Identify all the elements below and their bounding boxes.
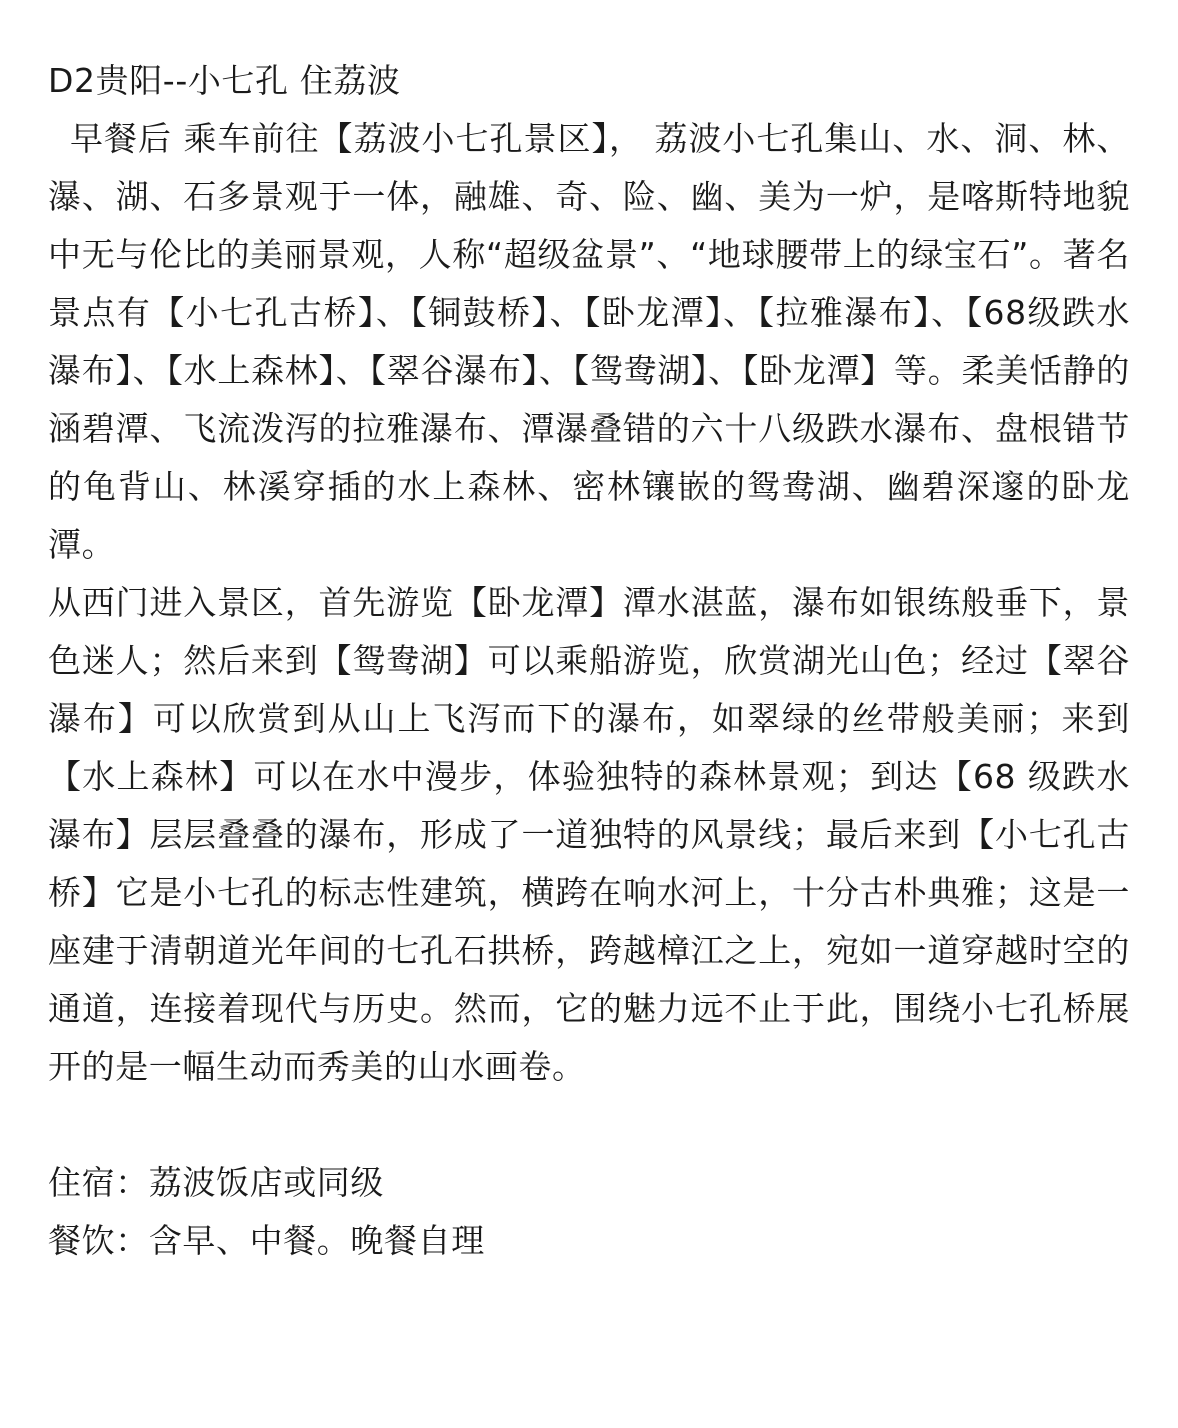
lodging-info: 住宿：荔波饭店或同级 bbox=[48, 1163, 384, 1202]
blank-line bbox=[48, 1096, 1130, 1154]
scenic-intro-paragraph: 早餐后 乘车前往【荔波小七孔景区】， 荔波小七孔集山、水、洞、林、瀑、湖、石多景观于一体，融雄、奇、险、幽、美为一炉，是喀斯特地貌中无与伦比的美丽景观，人称“超级盆景”、“地球腰带上的绿宝石”。著名景点有【小七孔古桥】、【铜鼓桥】、【卧龙潭】、【拉雅瀑布】、【68级跌水瀑布】、【水上森林】、【翠谷瀑布】、【鸳鸯湖】、【卧龙潭】等。柔美恬静的涵碧潭、飞流泼泻的拉雅瀑布、潭瀑叠错的六十八级跌水瀑布、盘根错节的龟背山、林溪穿插的水上森林、密林镶嵌的鸳鸯湖、幽碧深邃的卧龙潭。 bbox=[48, 119, 1130, 564]
itinerary-document bbox=[48, 52, 1130, 1270]
day-title: D2贵阳--小七孔 住荔波 bbox=[48, 61, 401, 100]
meals-info: 餐饮：含早、中餐。晚餐自理 bbox=[48, 1221, 485, 1260]
tour-route-paragraph: 从西门进入景区，首先游览【卧龙潭】潭水湛蓝，瀑布如银练般垂下，景色迷人；然后来到【鸳鸯湖】可以乘船游览，欣赏湖光山色；经过【翠谷瀑布】可以欣赏到从山上飞泻而下的瀑布，如翠绿的丝带般美丽；来到【水上森林】可以在水中漫步，体验独特的森林景观；到达【68 级跌水瀑布】层层叠叠的瀑布，形成了一道独特的风景线；最后来到【小七孔古桥】它是小七孔的标志性建筑，横跨在响水河上，十分古朴典雅；这是一座建于清朝道光年间的七孔石拱桥，跨越樟江之上，宛如一道穿越时空的通道，连接着现代与历史。然而，它的魅力远不止于此，围绕小七孔桥展开的是一幅生动而秀美的山水画卷。 bbox=[48, 583, 1130, 1086]
